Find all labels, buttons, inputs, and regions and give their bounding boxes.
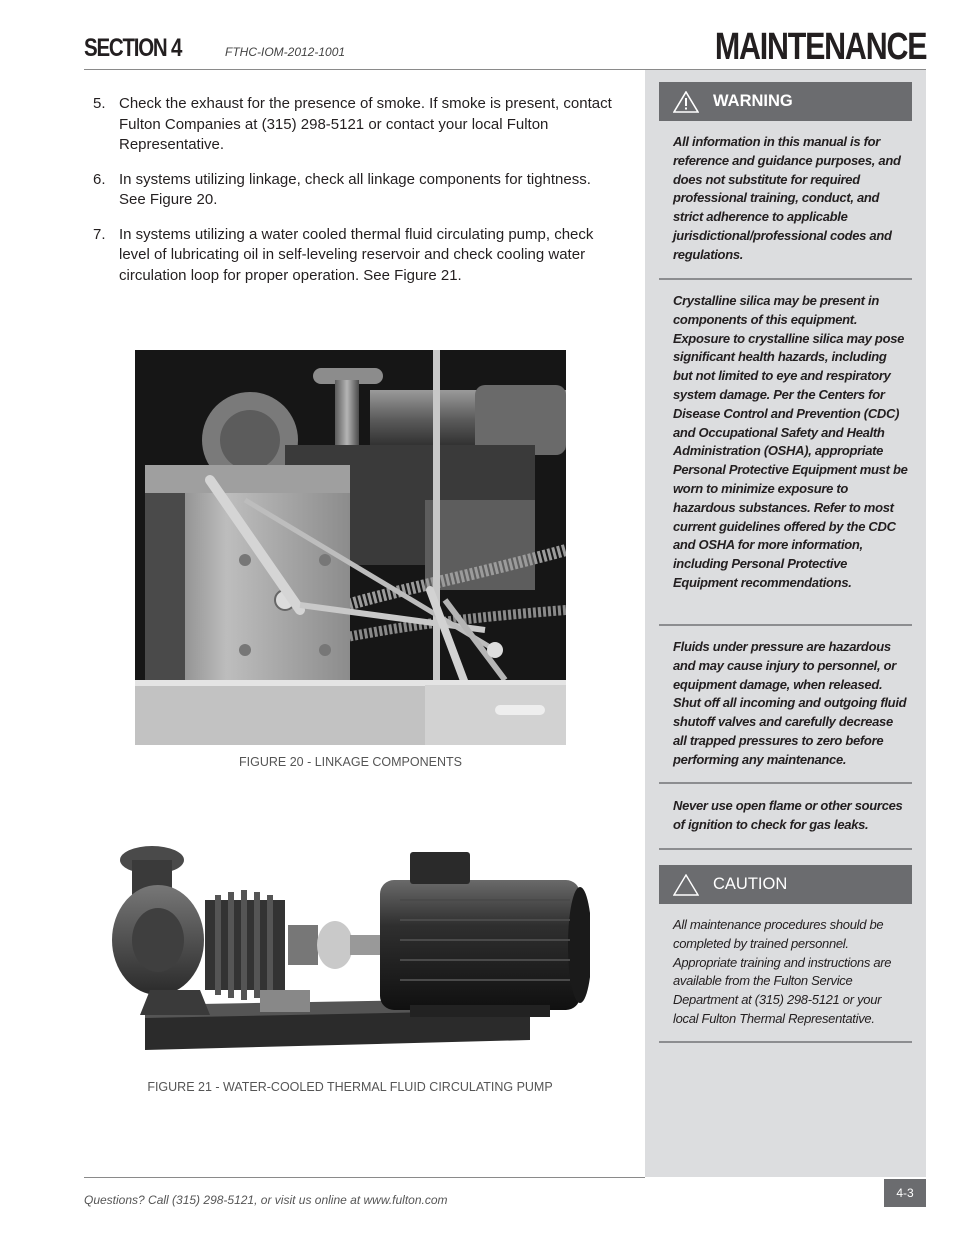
sidebar-divider	[659, 278, 912, 280]
step-text: In systems utilizing a water cooled thermal fluid circulating pump, check level of lubricating oil in self-leveling reservoir and check cooling water circulation loop for proper operation. See Figure 21.	[119, 225, 594, 284]
step-item	[93, 170, 613, 211]
caution-title: CAUTION	[713, 875, 788, 893]
step-number: 7.	[93, 225, 106, 243]
warning-note: All information in this manual is for reference and guidance purposes, and does not substitute for required professional training, conduct, and strict adherence to applicable jurisdictional/professional codes and regulations.	[673, 134, 901, 262]
section-title: MAINTENANCE	[714, 26, 926, 68]
step-item	[93, 225, 613, 287]
section-label: SECTION 4	[84, 34, 182, 62]
pump-illustration	[110, 840, 590, 1065]
figure-21-pump-photo	[110, 840, 590, 1065]
sidebar-divider	[659, 848, 912, 850]
linkage-illustration	[135, 350, 566, 745]
warning-title: WARNING	[713, 92, 793, 110]
page-header	[84, 26, 926, 70]
footer-contact: Questions? Call (315) 298-5121, or visit us online at www.fulton.com	[84, 1193, 448, 1207]
warning-triangle-icon	[673, 91, 699, 113]
figure-20-caption: FIGURE 20 - LINKAGE COMPONENTS	[239, 755, 462, 769]
document-code: FTHC-IOM-2012-1001	[225, 45, 346, 59]
warning-note: Never use open flame or other sources of ignition to check for gas leaks.	[673, 798, 903, 832]
footer-divider	[84, 1177, 645, 1178]
step-number: 6.	[93, 170, 106, 188]
warning-header	[659, 82, 912, 121]
caution-note: All maintenance procedures should be completed by trained personnel. Appropriate training and instructions are available from the Fulton Service Department at (315) 298-5121 or your local Fulton Thermal Representative.	[673, 917, 892, 1026]
caution-header	[659, 865, 912, 904]
caution-triangle-icon	[673, 874, 699, 896]
warning-note: Fluids under pressure are hazardous and may cause injury to personnel, or equipment damage, when released. Shut off all incoming and outgoing fluid shutoff valves and carefully decrease all trapped pressures to zero before performing any maintenance.	[673, 639, 907, 767]
page-number: 4-3	[884, 1179, 926, 1207]
step-text: In systems utilizing linkage, check all linkage components for tightness. See Figure 20.	[119, 170, 591, 208]
step-text: Check the exhaust for the presence of smoke. If smoke is present, contact Fulton Companies at (315) 298-5121 or contact your local Fulton Representative.	[119, 95, 612, 153]
sidebar-divider	[659, 1041, 912, 1043]
figure-20-linkage-photo	[135, 350, 566, 745]
step-item	[93, 94, 613, 156]
sidebar-divider	[659, 782, 912, 784]
maintenance-steps	[93, 94, 613, 300]
figure-21-caption: FIGURE 21 - WATER-COOLED THERMAL FLUID CIRCULATING PUMP	[147, 1080, 553, 1094]
sidebar-divider	[659, 624, 912, 626]
warning-note: Crystalline silica may be present in components of this equipment. Exposure to crystalline silica may pose significant health hazards, including but not limited to eye and respiratory system damage. Per the Centers for Disease Control and Prevention (CDC) and Occupational Safety and Health Administration (OSHA), appropriate Personal Protective Equipment must be worn to minimize exposure to hazardous substances. Refer to most current guidelines offered by the CDC and OSHA for more information, including Personal Protective Equipment recommendations.	[673, 293, 908, 590]
step-number: 5.	[93, 95, 106, 112]
